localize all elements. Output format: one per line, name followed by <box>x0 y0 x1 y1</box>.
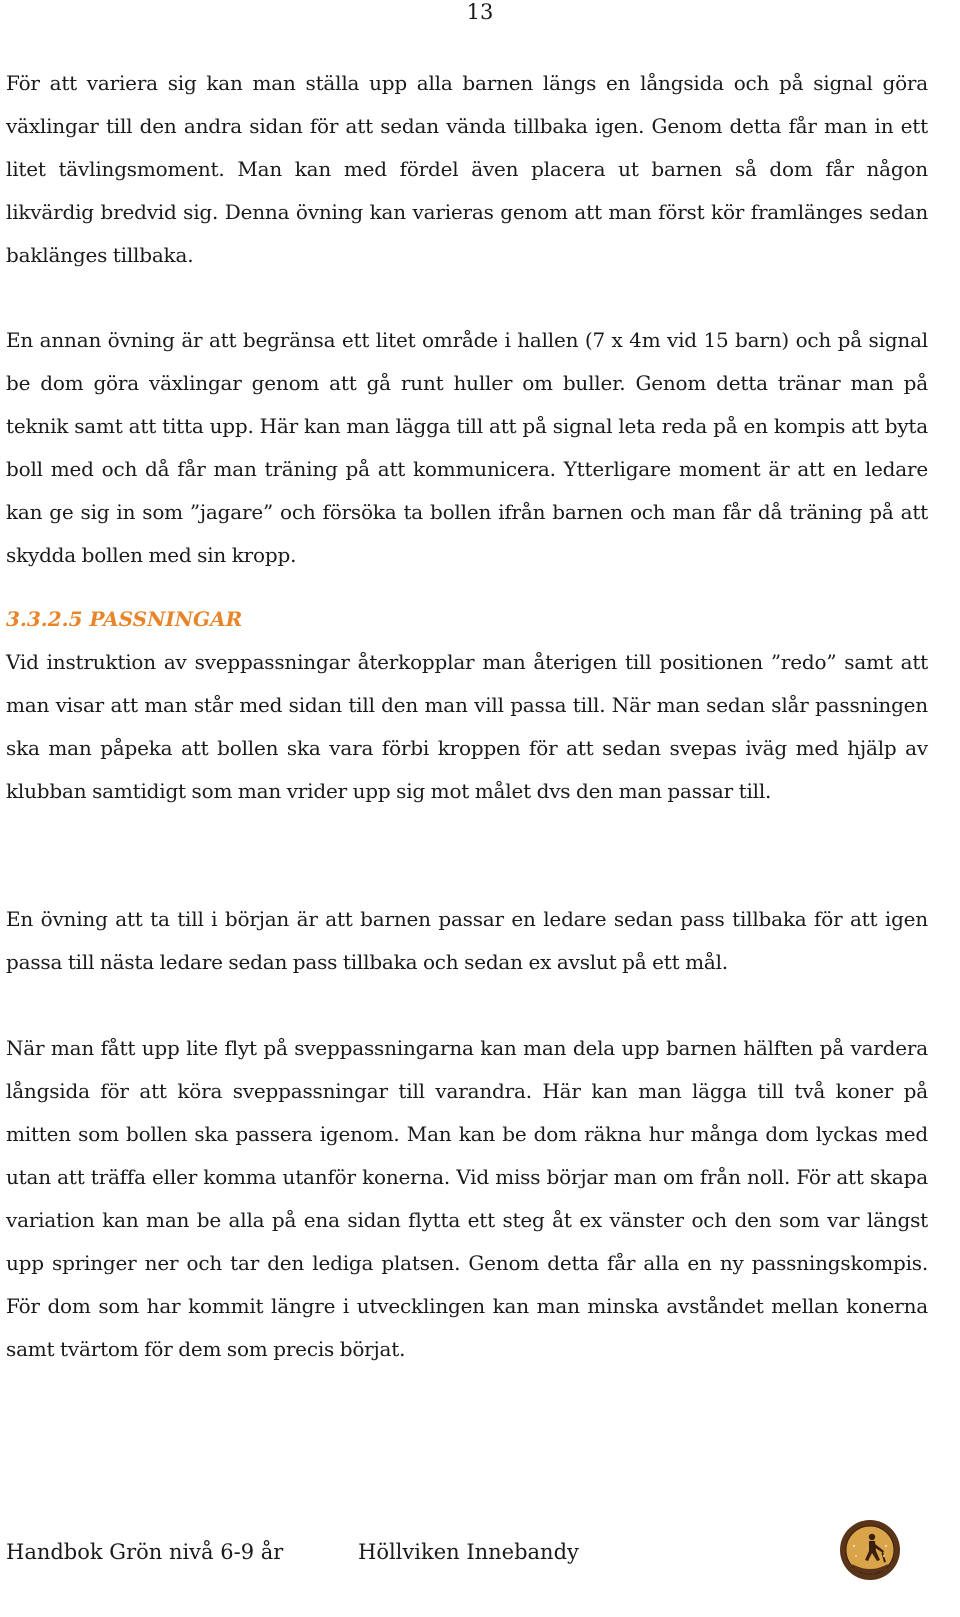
club-crest-icon <box>838 1518 902 1582</box>
paragraph-3: Vid instruktion av sveppassningar återkopplar man återigen till positionen ”redo” samt att man visar att man står med sidan till den man vill passa till. När man sedan slår passningen ska man påpeka att bollen ska vara förbi kroppen för att sedan svepas iväg med hjälp av klubban samtidigt som man vrider upp sig mot målet dvs den man passar till. <box>6 650 928 803</box>
footer-club-name: Höllviken Innebandy <box>358 1540 579 1564</box>
paragraph-1: För att variera sig kan man ställa upp alla barnen längs en långsida och på signal göra växlingar till den andra sidan för att sedan vända tillbaka igen. Genom detta får man in ett litet tävlingsmoment. Man kan med fördel även placera ut barnen så dom får någon likvärdig bredvid sig. Denna övning kan varieras genom att man först kör framlänges sedan baklänges tillbaka. <box>6 71 928 267</box>
paragraph-2: En annan övning är att begränsa ett litet område i hallen (7 x 4m vid 15 barn) och på signal be dom göra växlingar genom att gå runt huller om buller. Genom detta tränar man på teknik samt att titta upp. Här kan man lägga till att på signal leta reda på en kompis att byta boll med och då får man träning på att kommunicera. Ytterligare moment är att en ledare kan ge sig in som ”jagare” och försöka ta bollen ifrån barnen och man får då träning på att skydda bollen med sin kropp. <box>6 328 928 567</box>
paragraph-4: En övning att ta till i början är att barnen passar en ledare sedan pass tillbaka för att igen passa till nästa ledare sedan pass tillbaka och sedan ex avslut på ett mål. <box>6 907 928 974</box>
paragraph-5: När man fått upp lite flyt på sveppassningarna kan man dela upp barnen hälften på vardera långsida för att köra sveppassningar till varandra. Här kan man lägga till två koner på mitten som bollen ska passera igenom. Man kan be dom räkna hur många dom lyckas med utan att träffa eller komma utanför konerna. Vid miss börjar man om från noll. För att skapa variation kan man be alla på ena sidan flytta ett steg åt ex vänster och den som var längst upp springer ner och tar den lediga platsen. Genom detta får alla en ny passningskompis. För dom som har kommit längre i utvecklingen kan man minska avståndet mellan konerna samt tvärtom för dem som precis börjat. <box>6 1036 928 1361</box>
page-number: 13 <box>466 0 494 24</box>
footer-handbook-title: Handbok Grön nivå 6-9 år <box>6 1540 284 1564</box>
section-heading: 3.3.2.5 PASSNINGAR <box>6 607 243 631</box>
